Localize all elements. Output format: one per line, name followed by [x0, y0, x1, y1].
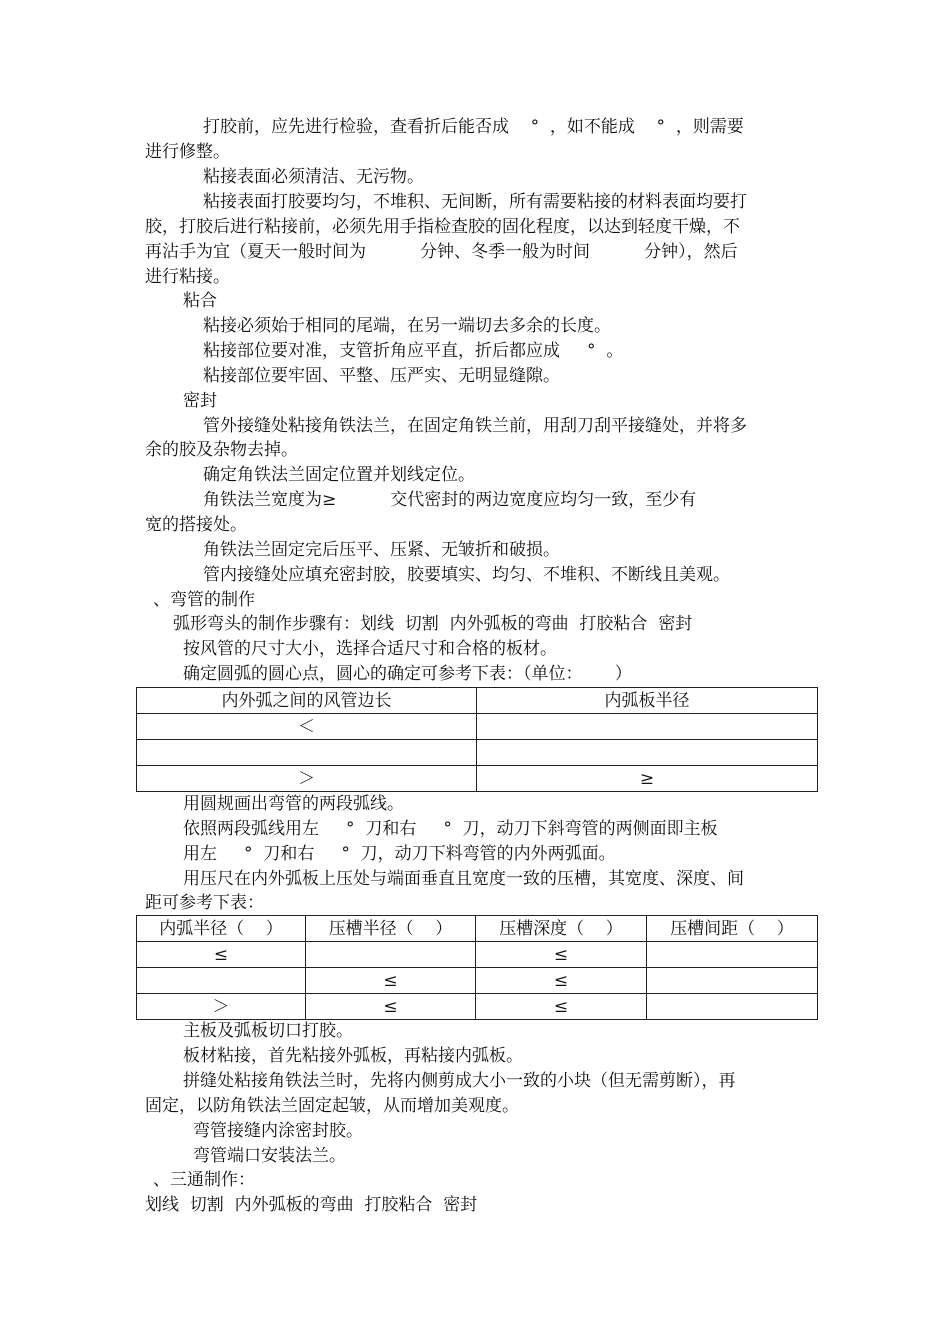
text-line: 依照两段弧线用左 ° 刀和右 ° 刀，动刀下斜弯管的两侧面即主板 — [183, 819, 718, 839]
table-cell — [137, 740, 477, 766]
text-line: 宽的搭接处。 — [145, 515, 247, 535]
table-cell: ≤ — [476, 994, 647, 1020]
table-header-cell: 内弧半径（ ） — [137, 916, 306, 942]
text-line: 用左 ° 刀和右 ° 刀，动刀下料弯管的内外两弧面。 — [183, 844, 616, 864]
text-line: 胶，打胶后进行粘接前，必须先用手指检查胶的固化程度，以达到轻度干燥，不 — [145, 217, 740, 237]
table-cell — [137, 968, 306, 994]
section-heading: 、弯管的制作 — [153, 590, 255, 610]
table-header-cell: 压槽深度（ ） — [476, 916, 647, 942]
table-cell — [477, 740, 818, 766]
table-cell: ＞ — [137, 766, 477, 792]
text-line: 弯管端口安装法兰。 — [193, 1146, 346, 1166]
table-row — [137, 942, 818, 968]
table-cell — [647, 968, 818, 994]
table-row — [137, 994, 818, 1020]
text-line: 确定角铁法兰固定位置并划线定位。 — [203, 465, 475, 485]
table-cell: ＜ — [137, 714, 477, 740]
text-line: 粘接表面打胶要均匀，不堆积、无间断，所有需要粘接的材料表面均要打 — [203, 192, 747, 212]
table-cell: ＞ — [137, 994, 306, 1020]
text-line: 固定，以防角铁法兰固定起皱，从而增加美观度。 — [145, 1096, 519, 1116]
text-line: 弯管接缝内涂密封胶。 — [193, 1121, 363, 1141]
table-header-cell: 内外弧之间的风管边长 — [137, 688, 477, 714]
table-cell — [647, 994, 818, 1020]
text-line: 进行修整。 — [145, 142, 230, 162]
table-cell: ≤ — [476, 968, 647, 994]
text-line: 确定圆弧的圆心点，圆心的确定可参考下表：（单位： ） — [183, 664, 632, 684]
groove-table — [136, 915, 818, 1020]
text-line: 弧形弯头的制作步骤有：划线 切割 内外弧板的弯曲 打胶粘合 密封 — [173, 614, 693, 634]
text-line: 余的胶及杂物去掉。 — [145, 440, 298, 460]
text-line: 板材粘接，首先粘接外弧板，再粘接内弧板。 — [183, 1046, 523, 1066]
text-line: 拼缝处粘接角铁法兰时，先将内侧剪成大小一致的小块（但无需剪断），再 — [183, 1071, 736, 1091]
table-header-cell: 压槽半径（ ） — [306, 916, 476, 942]
text-line: 距可参考下表： — [145, 893, 264, 913]
text-line: 划线 切割 内外弧板的弯曲 打胶粘合 密封 — [145, 1195, 478, 1215]
text-line: 粘接必须始于相同的尾端，在另一端切去多余的长度。 — [203, 316, 611, 336]
table-cell — [477, 714, 818, 740]
arc-radius-table — [136, 687, 818, 792]
text-line: 按风管的尺寸大小，选择合适尺寸和合格的板材。 — [183, 639, 557, 659]
table-cell — [306, 942, 476, 968]
text-line: 再沾手为宜（夏天一般时间为 分钟、冬季一般为时间 分钟），然后 — [145, 242, 738, 262]
table-row — [137, 766, 818, 792]
table-row — [137, 968, 818, 994]
table-cell: ≤ — [306, 968, 476, 994]
section-heading: 、三通制作： — [153, 1170, 255, 1190]
table-header-cell: 内弧板半径 — [477, 688, 818, 714]
text-line: 用压尺在内外弧板上压处与端面垂直且宽度一致的压槽，其宽度、深度、间 — [183, 869, 744, 889]
text-line: 打胶前，应先进行检验，查看折后能否成 ° ，如不能成 ° ，则需要 — [203, 117, 744, 137]
text-line: 主板及弧板切口打胶。 — [183, 1021, 353, 1041]
table-header-row — [137, 916, 818, 942]
section-heading: 粘合 — [183, 291, 217, 311]
text-line: 粘接部位要对准，支管折角应平直，折后都应成 ° 。 — [203, 341, 624, 361]
section-heading: 密封 — [183, 391, 217, 411]
table-cell — [647, 942, 818, 968]
table-cell: ≤ — [137, 942, 306, 968]
table-cell: ≤ — [306, 994, 476, 1020]
text-line: 角铁法兰固定完后压平、压紧、无皱折和破损。 — [203, 540, 560, 560]
table-row — [137, 740, 818, 766]
table-header-row — [137, 688, 818, 714]
text-line: 管内接缝处应填充密封胶，胶要填实、均匀、不堆积、不断线且美观。 — [203, 565, 730, 585]
table-cell: ≤ — [476, 942, 647, 968]
text-line: 用圆规画出弯管的两段弧线。 — [183, 794, 404, 814]
text-line: 粘接部位要牢固、平整、压严实、无明显缝隙。 — [203, 366, 560, 386]
table-header-cell: 压槽间距（ ） — [647, 916, 818, 942]
text-line: 管外接缝处粘接角铁法兰，在固定角铁兰前，用刮刀刮平接缝处，并将多 — [203, 416, 747, 436]
text-line: 粘接表面必须清洁、无污物。 — [203, 167, 424, 187]
text-line: 进行粘接。 — [145, 267, 230, 287]
table-row — [137, 714, 818, 740]
table-cell: ≥ — [477, 766, 818, 792]
text-line: 角铁法兰宽度为≥ 交代密封的两边宽度应均匀一致，至少有 — [203, 490, 697, 510]
